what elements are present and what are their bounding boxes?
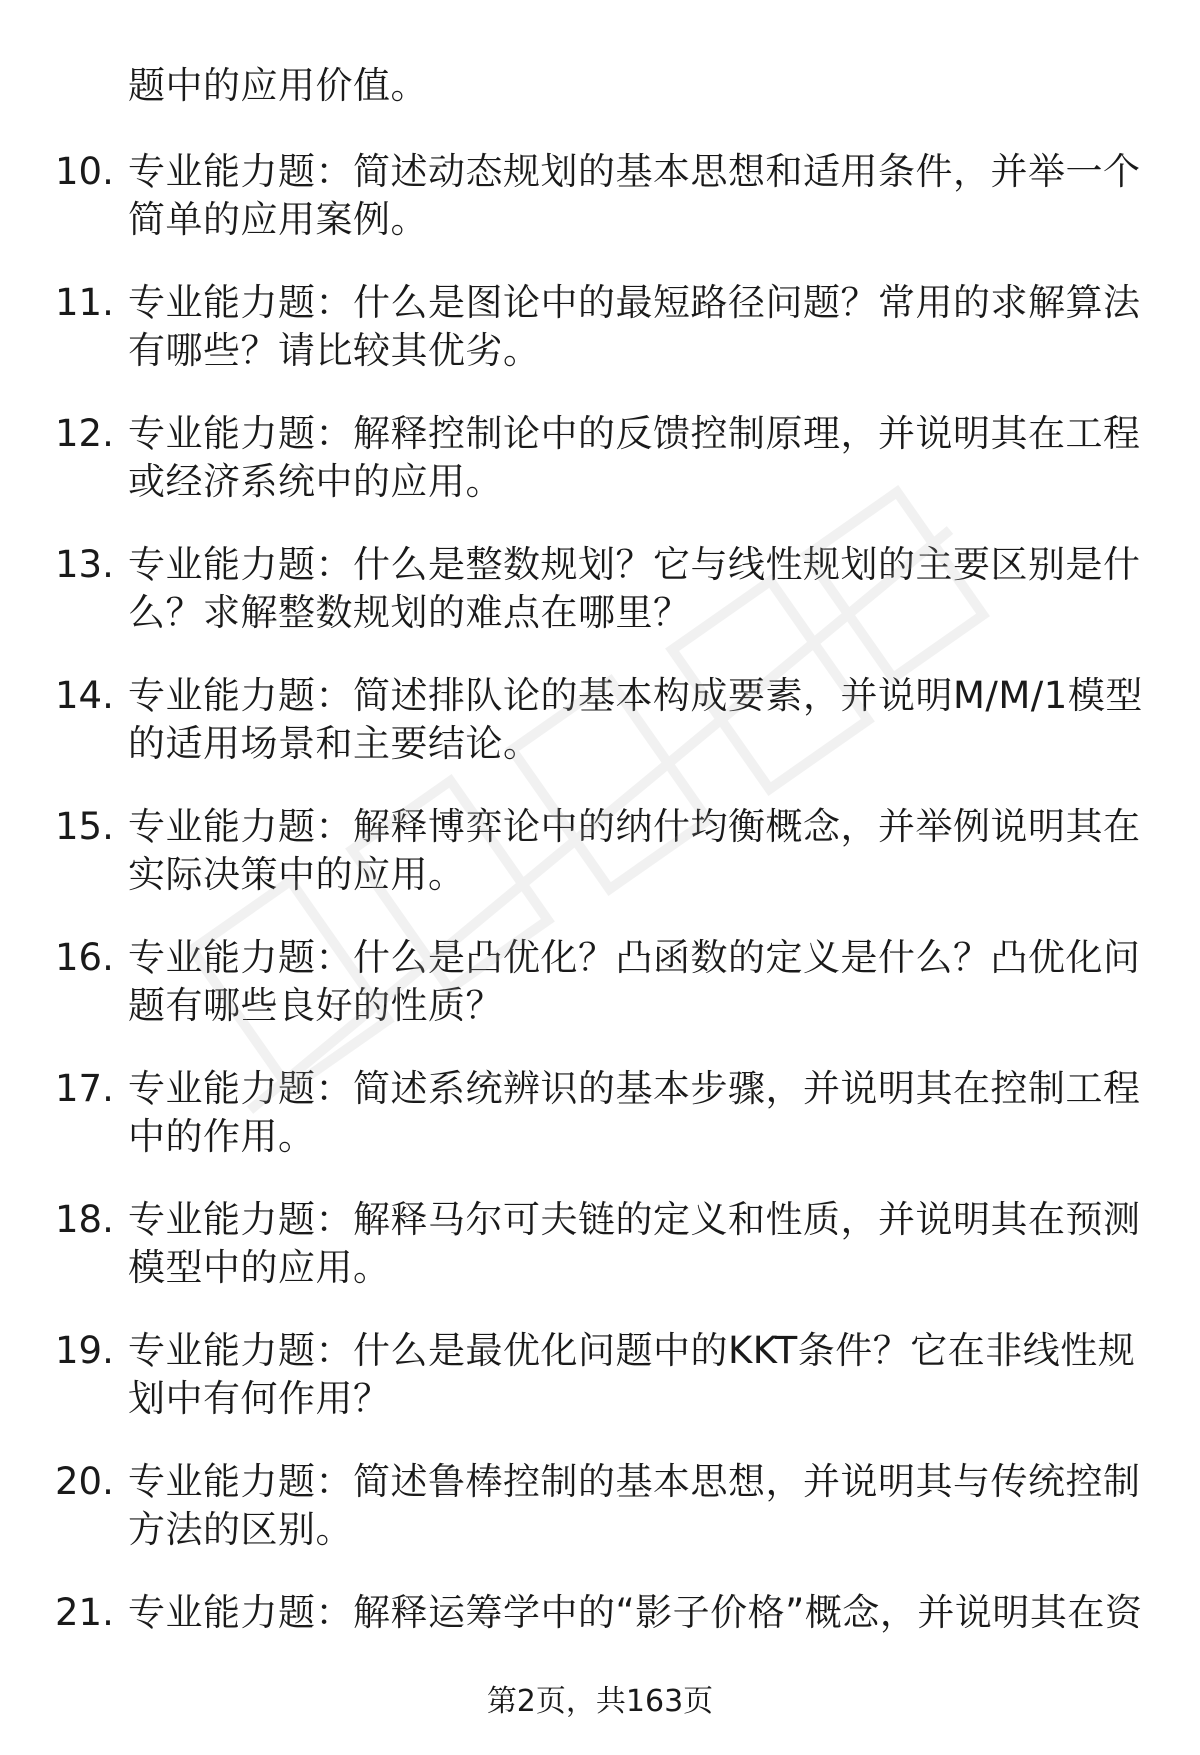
page-footer: 第2页，共163页 bbox=[486, 1684, 714, 1719]
question-text: 专业能力题：解释运筹学中的“影子价格”概念，并说明其在资 bbox=[128, 1591, 1143, 1634]
list-item bbox=[0, 672, 1200, 803]
question-text: 专业能力题：解释马尔可夫链的定义和性质，并说明其在预测模型中的应用。 bbox=[128, 1198, 1141, 1289]
question-text: 专业能力题：解释博弈论中的纳什均衡概念，并举例说明其在实际决策中的应用。 bbox=[128, 805, 1141, 896]
question-number: 11. bbox=[55, 281, 114, 324]
question-text: 专业能力题：简述动态规划的基本思想和适用条件，并举一个简单的应用案例。 bbox=[128, 150, 1141, 241]
question-list bbox=[0, 148, 1200, 1720]
list-item bbox=[0, 1065, 1200, 1196]
question-number: 16. bbox=[55, 936, 114, 979]
list-item bbox=[0, 1458, 1200, 1589]
question-number: 19. bbox=[55, 1329, 114, 1372]
list-item bbox=[0, 934, 1200, 1065]
question-text: 专业能力题：什么是最优化问题中的KKT条件？它在非线性规划中有何作用？ bbox=[128, 1329, 1136, 1420]
continuation-text: 题中的应用价值。 bbox=[128, 64, 428, 107]
question-number: 18. bbox=[55, 1198, 114, 1241]
question-number: 12. bbox=[55, 412, 114, 455]
question-text: 专业能力题：简述鲁棒控制的基本思想，并说明其与传统控制方法的区别。 bbox=[128, 1460, 1141, 1551]
question-number: 14. bbox=[55, 674, 114, 717]
question-number: 13. bbox=[55, 543, 114, 586]
question-text: 专业能力题：什么是凸优化？凸函数的定义是什么？凸优化问题有哪些良好的性质？ bbox=[128, 936, 1141, 1027]
list-item bbox=[0, 410, 1200, 541]
list-item bbox=[0, 803, 1200, 934]
list-item bbox=[0, 541, 1200, 672]
question-number: 20. bbox=[55, 1460, 114, 1503]
list-item bbox=[0, 279, 1200, 410]
question-number: 15. bbox=[55, 805, 114, 848]
list-item bbox=[0, 1327, 1200, 1458]
question-number: 10. bbox=[55, 150, 114, 193]
question-text: 专业能力题：简述排队论的基本构成要素，并说明M/M/1模型的适用场景和主要结论。 bbox=[128, 674, 1143, 765]
question-text: 专业能力题：什么是整数规划？它与线性规划的主要区别是什么？求解整数规划的难点在哪里？ bbox=[128, 543, 1141, 634]
list-item bbox=[0, 148, 1200, 279]
question-text: 专业能力题：什么是图论中的最短路径问题？常用的求解算法有哪些？请比较其优劣。 bbox=[128, 281, 1141, 372]
question-number: 17. bbox=[55, 1067, 114, 1110]
question-text: 专业能力题：解释控制论中的反馈控制原理，并说明其在工程或经济系统中的应用。 bbox=[128, 412, 1141, 503]
question-number: 21. bbox=[55, 1591, 114, 1634]
question-text: 专业能力题：简述系统辨识的基本步骤，并说明其在控制工程中的作用。 bbox=[128, 1067, 1141, 1158]
list-item bbox=[0, 1196, 1200, 1327]
